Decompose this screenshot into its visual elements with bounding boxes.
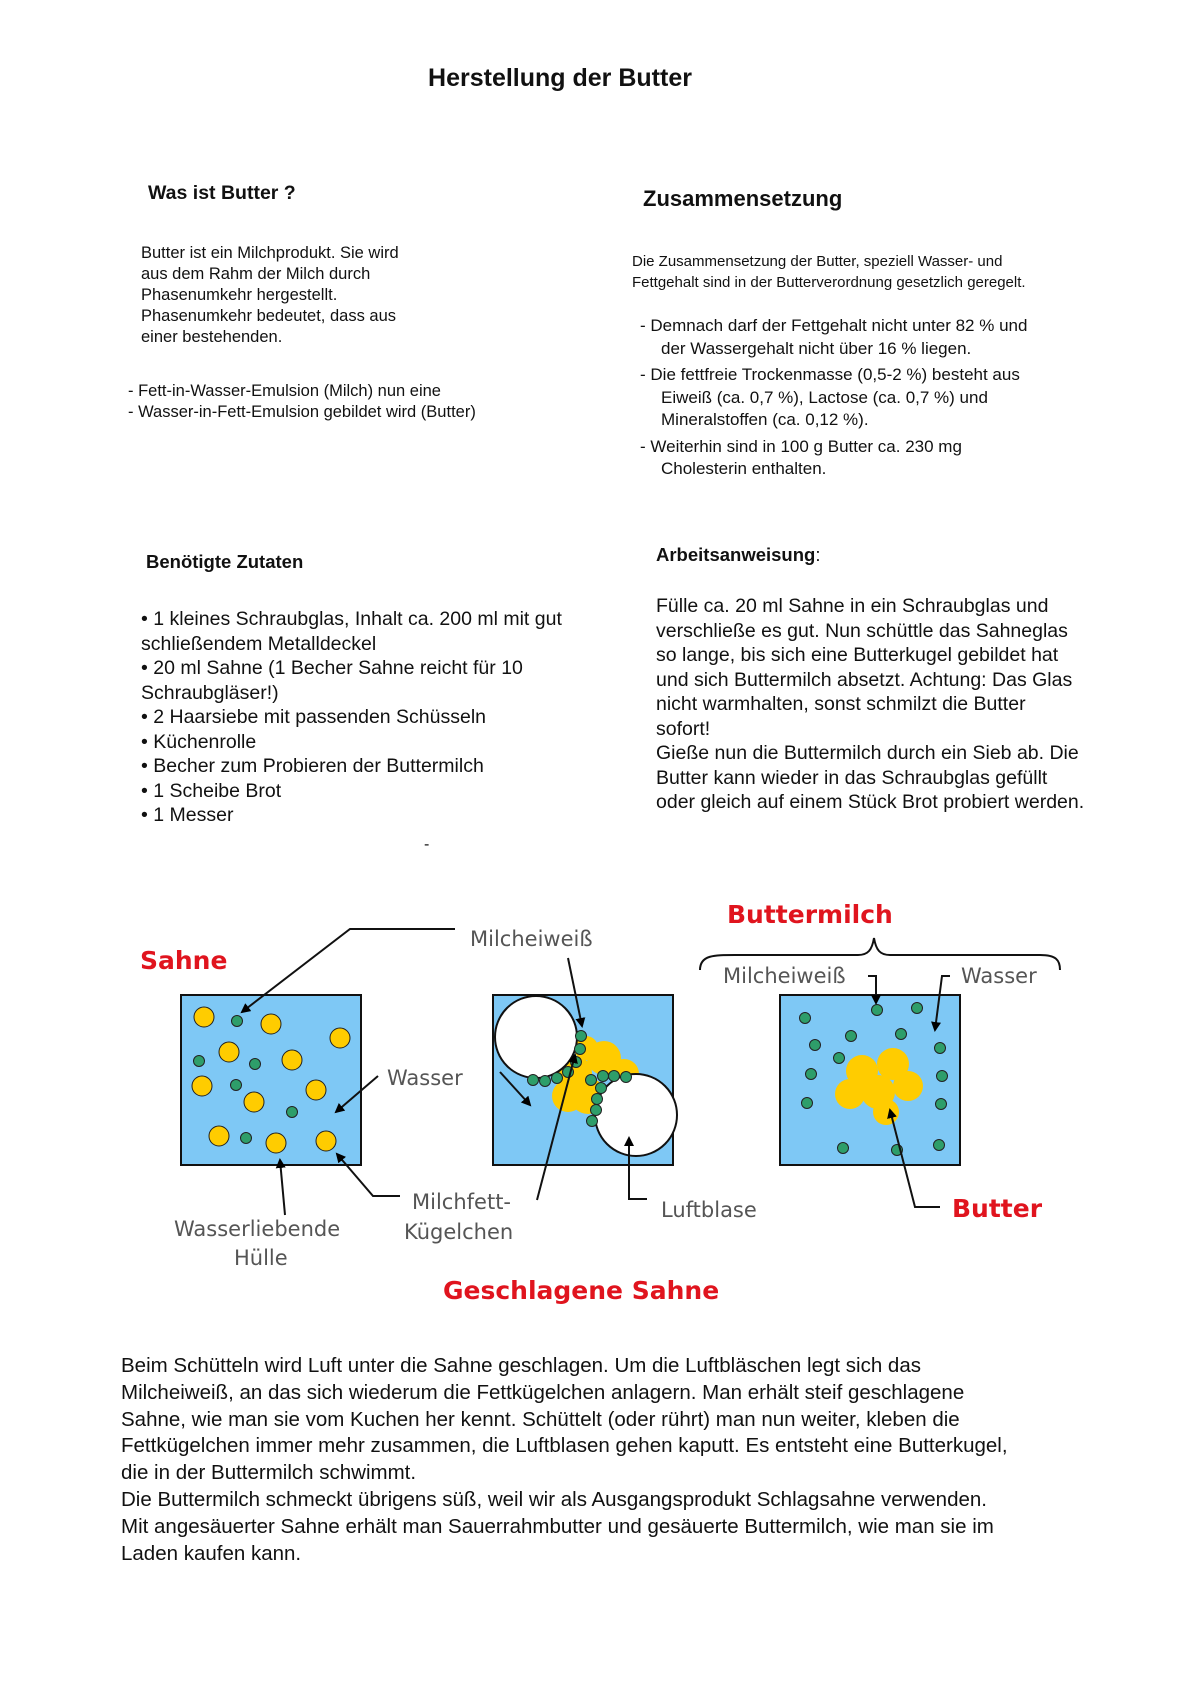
bullet-line: - Fett-in-Wasser-Emulsion (Milch) nun eine	[128, 382, 441, 400]
fat-globule	[261, 1014, 281, 1034]
buttermilk-box	[780, 995, 960, 1165]
list-item-cont: Cholesterin enthalten.	[661, 459, 827, 478]
protein-particle	[912, 1003, 923, 1014]
whipped-cream-box	[493, 995, 677, 1165]
list-item-cont: Mineralstoffen (ca. 0,12 %).	[661, 410, 869, 429]
list-item: schließendem Metalldeckel	[141, 632, 377, 655]
protein-particle	[838, 1143, 849, 1154]
protein-particle	[241, 1133, 252, 1144]
protein-particle	[896, 1029, 907, 1040]
protein-particle	[802, 1098, 813, 1109]
protein-particle	[587, 1116, 598, 1127]
butter-lobe	[873, 1099, 899, 1125]
label-milcheiweiss: Milcheiweiß	[470, 927, 593, 951]
protein-particle	[194, 1056, 205, 1067]
air-bubble	[595, 1074, 677, 1156]
label-geschlagene-sahne: Geschlagene Sahne	[443, 1276, 720, 1305]
text-line: verschließe es gut. Nun schüttle das Sahneglas	[656, 619, 1068, 642]
list-item: • 1 Messer	[141, 804, 234, 826]
protein-particle	[250, 1059, 261, 1070]
protein-particle	[552, 1073, 563, 1084]
protein-particle	[936, 1099, 947, 1110]
fat-globule	[316, 1131, 336, 1151]
sahne-box	[181, 995, 361, 1165]
protein-particle	[287, 1107, 298, 1118]
instructions-title: Arbeitsanweisung	[656, 544, 816, 565]
label-sahne: Sahne	[140, 946, 228, 975]
fat-globule	[282, 1050, 302, 1070]
protein-particle	[621, 1072, 632, 1083]
composition-heading: Zusammensetzung	[643, 186, 843, 211]
fat-globule	[194, 1007, 214, 1027]
protein-particle	[232, 1016, 243, 1027]
protein-particle	[934, 1140, 945, 1151]
list-item: • Küchenrolle	[141, 730, 257, 753]
text-line: Fettkügelchen immer mehr zusammen, die Luftblasen gehen kaputt. Es entsteht eine Butterkugel,	[121, 1434, 1008, 1458]
fat-globule	[306, 1080, 326, 1100]
protein-particle	[586, 1075, 597, 1086]
text-line: nicht warmhalten, sonst schmilzt die Butter	[656, 693, 1026, 715]
butter-lobe	[835, 1079, 865, 1109]
label-milcheiweiss-2: Milcheiweiß	[723, 964, 846, 988]
label-wasser: Wasser	[387, 1066, 463, 1090]
protein-particle	[592, 1094, 603, 1105]
list-item: • 2 Haarsiebe mit passenden Schüsseln	[141, 706, 487, 728]
stray-dash: -	[424, 836, 430, 853]
list-item: • 1 Scheibe Brot	[141, 779, 282, 802]
protein-particle	[576, 1031, 587, 1042]
text-line: aus dem Rahm der Milch durch	[141, 265, 371, 283]
list-item-first: - Demnach darf der Fettgehalt nicht unter 82 % und	[640, 316, 1028, 335]
fat-globule	[219, 1042, 239, 1062]
label-kuegelchen: Kügelchen	[404, 1220, 514, 1244]
text-line: Milcheiweiß, an das sich wiederum die Fettkügelchen anlagern. Man erhält steif geschlagene	[121, 1380, 965, 1404]
fat-globule	[330, 1028, 350, 1048]
fat-globule	[266, 1133, 286, 1153]
text-line: Mit angesäuerter Sahne erhält man Sauerrahmbutter und gesäuerte Buttermilch, wie man sie im	[121, 1514, 994, 1538]
text-line: Sahne, wie man sie vom Kuchen her kennt. Schüttelt (oder rührt) man nun weiter, kleben die	[121, 1407, 960, 1431]
text-line: Phasenumkehr hergestellt.	[141, 286, 338, 304]
protein-particle	[800, 1013, 811, 1024]
label-wasser-2: Wasser	[961, 964, 1037, 988]
text-line: einer bestehenden.	[141, 328, 283, 346]
summary-text	[121, 1353, 1008, 1567]
label-butter: Butter	[952, 1194, 1043, 1223]
page-title: Herstellung der Butter	[428, 64, 692, 92]
text-line: sofort!	[656, 717, 711, 740]
text-line: Gieße nun die Buttermilch durch ein Sieb ab. Die	[656, 742, 1079, 764]
list-item: • Becher zum Probieren der Buttermilch	[141, 755, 484, 777]
protein-particle	[575, 1044, 586, 1055]
fat-globule	[192, 1076, 212, 1096]
instructions-colon: :	[815, 544, 821, 565]
protein-particle	[810, 1040, 821, 1051]
protein-particle	[591, 1105, 602, 1116]
protein-particle	[872, 1005, 883, 1016]
text-line: Fettgehalt sind in der Butterverordnung gesetzlich geregelt.	[632, 273, 1026, 291]
label-buttermilch: Buttermilch	[727, 900, 893, 929]
air-bubble	[495, 996, 577, 1078]
protein-particle	[528, 1075, 539, 1086]
list-item-first: - Die fettfreie Trockenmasse (0,5-2 %) besteht aus	[640, 365, 1020, 384]
list-item-first: - Weiterhin sind in 100 g Butter ca. 230 mg	[640, 436, 962, 456]
list-item: • 20 ml Sahne (1 Becher Sahne reicht für 10	[141, 657, 523, 679]
protein-particle	[231, 1080, 242, 1091]
text-line: Beim Schütteln wird Luft unter die Sahne geschlagen. Um die Luftbläschen legt sich das	[121, 1354, 921, 1377]
list-item: • 1 kleines Schraubglas, Inhalt ca. 200 ml mit gut	[141, 608, 562, 630]
text-line: so lange, bis sich eine Butterkugel gebildet hat	[656, 644, 1059, 666]
protein-particle	[834, 1053, 845, 1064]
protein-particle	[609, 1071, 620, 1082]
text-line: Butter ist ein Milchprodukt. Sie wird	[141, 244, 399, 262]
protein-particle	[596, 1083, 607, 1094]
list-item-cont: der Wassergehalt nicht über 16 % liegen.	[661, 338, 972, 358]
fat-globule	[209, 1126, 229, 1146]
text-line: Fülle ca. 20 ml Sahne in ein Schraubglas und	[656, 595, 1049, 617]
protein-particle	[937, 1071, 948, 1082]
protein-particle	[935, 1043, 946, 1054]
bullet-line: - Wasser-in-Fett-Emulsion gebildet wird (Butter)	[128, 403, 476, 421]
what-is-heading: Was ist Butter ?	[148, 182, 296, 204]
butter-lobe	[893, 1071, 923, 1101]
text-line: Die Zusammensetzung der Butter, speziell Wasser- und	[632, 253, 1003, 270]
protein-particle	[846, 1031, 857, 1042]
label-huelle: Hülle	[234, 1246, 288, 1270]
label-luftblase: Luftblase	[661, 1198, 757, 1222]
fat-globule	[244, 1092, 264, 1112]
text-line: und sich Buttermilch absetzt. Achtung: Das Glas	[656, 668, 1073, 691]
protein-particle	[806, 1069, 817, 1080]
protein-particle	[540, 1076, 551, 1087]
list-item-cont: Eiweiß (ca. 0,7 %), Lactose (ca. 0,7 %) und	[661, 387, 988, 407]
text-line: Laden kaufen kann.	[121, 1541, 302, 1565]
text-line: Phasenumkehr bedeutet, dass aus	[141, 307, 397, 325]
ingredients-heading: Benötigte Zutaten	[146, 551, 304, 572]
arrow-huelle	[280, 1160, 285, 1215]
text-line: oder gleich auf einem Stück Brot probiert werden.	[656, 791, 1085, 813]
label-wasserliebende: Wasserliebende	[174, 1217, 341, 1241]
label-milchfett: Milchfett-	[412, 1190, 512, 1214]
protein-particle	[598, 1071, 609, 1082]
text-line: die in der Buttermilch schwimmt.	[121, 1461, 417, 1485]
list-item: Schraubgläser!)	[141, 681, 279, 704]
text-line: Butter kann wieder in das Schraubglas gefüllt	[656, 766, 1048, 789]
text-line: Die Buttermilch schmeckt übrigens süß, weil wir als Ausgangsprodukt Schlagsahne verwenden.	[121, 1487, 987, 1511]
